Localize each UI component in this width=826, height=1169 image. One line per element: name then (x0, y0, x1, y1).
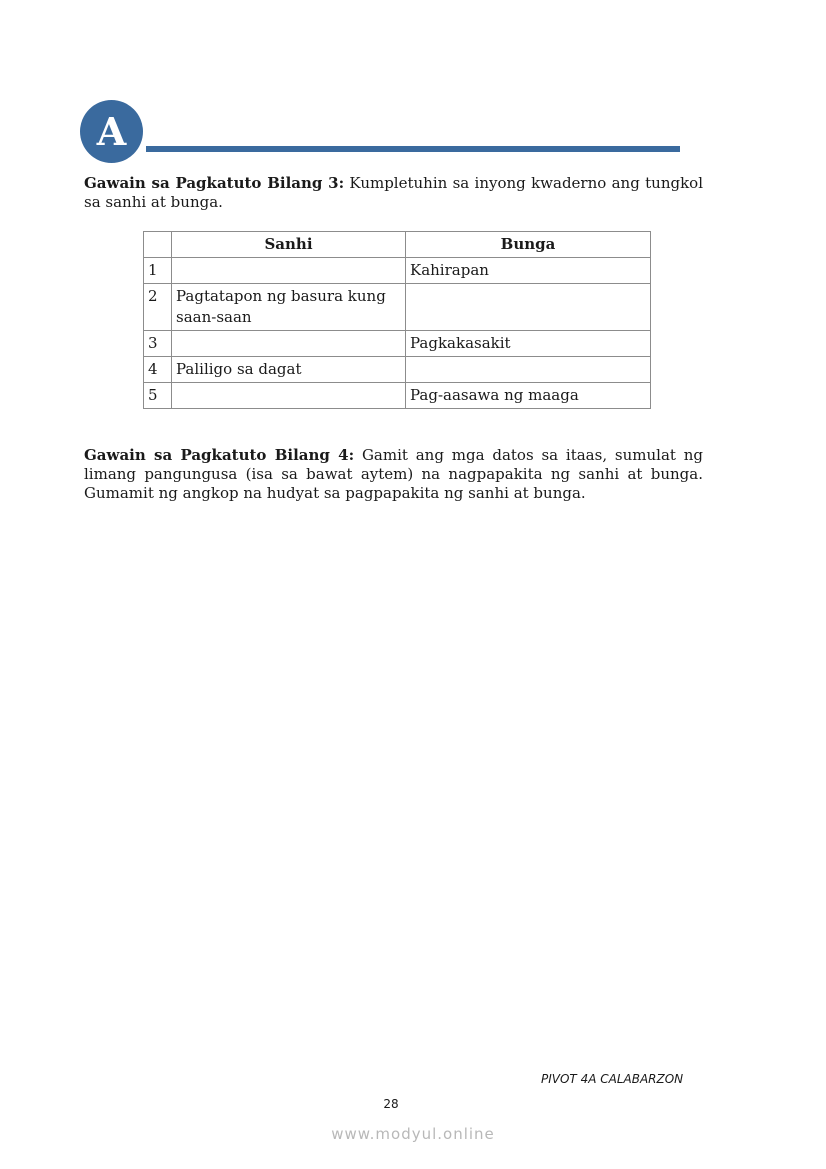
sanhi-cell: Paliligo sa dagat (172, 357, 406, 383)
row-number: 1 (144, 258, 172, 284)
activity-3-paragraph (84, 174, 703, 212)
sanhi-bunga-table (143, 231, 651, 409)
table-row (144, 383, 651, 409)
sanhi-cell: Pagtatapon ng basura kung saan-saan (172, 284, 406, 331)
sanhi-cell (172, 258, 406, 284)
table-row (144, 284, 651, 331)
section-divider (146, 146, 680, 152)
row-number: 5 (144, 383, 172, 409)
bunga-cell: Pagkakasakit (406, 331, 651, 357)
program-footer: PIVOT 4A CALABARZON (541, 1072, 684, 1086)
header-sanhi: Sanhi (172, 232, 406, 258)
bunga-cell (406, 357, 651, 383)
activity-4-paragraph (84, 446, 703, 503)
page-number: 28 (383, 1097, 399, 1111)
sanhi-cell (172, 383, 406, 409)
activity-3-title: Gawain sa Pagkatuto Bilang 3: (84, 174, 345, 192)
header-bunga: Bunga (406, 232, 651, 258)
table-row (144, 258, 651, 284)
watermark: www.modyul.online (331, 1125, 495, 1143)
row-number: 4 (144, 357, 172, 383)
sanhi-cell (172, 331, 406, 357)
activity-4-instruction: Gamit ang mga datos sa itaas, sumulat ng limang pangungusa (isa sa bawat aytem) na nagpapakita ng sanhi at bunga. Gumamit ng angkop na hudyat sa pagpapakita ng sanhi at bunga. (84, 446, 703, 502)
row-number: 3 (144, 331, 172, 357)
bunga-cell (406, 284, 651, 331)
activity-4-title: Gawain sa Pagkatuto Bilang 4: (84, 446, 355, 464)
activity-3-instruction: Kumpletuhin sa inyong kwaderno ang tungkol sa sanhi at bunga. (84, 174, 703, 211)
bunga-cell: Kahirapan (406, 258, 651, 284)
header-number (144, 232, 172, 258)
table-row (144, 331, 651, 357)
row-number: 2 (144, 284, 172, 331)
table-header-row (144, 232, 651, 258)
table-row (144, 357, 651, 383)
bunga-cell: Pag-aasawa ng maaga (406, 383, 651, 409)
section-letter-badge: A (80, 100, 143, 163)
